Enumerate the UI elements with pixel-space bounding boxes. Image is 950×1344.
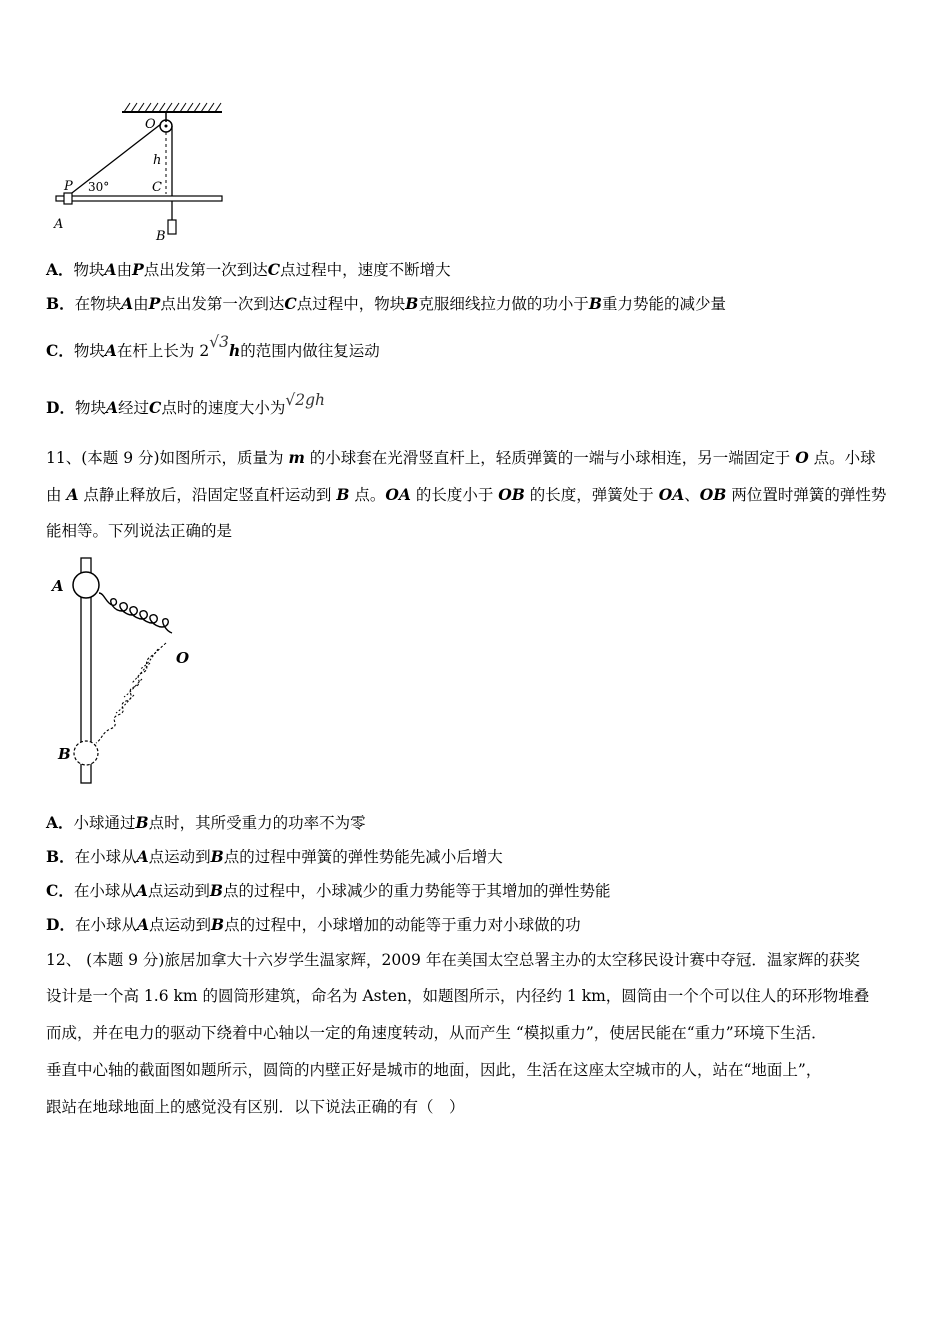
- q10-option-b: B．在物块A由P点出发第一次到达C点过程中，物块B克服细线拉力做的功小于B重力势能的减少量: [46, 294, 726, 313]
- q11-option-b: B．在小球从A点运动到B点的过程中弹簧的弹性势能先减小后增大: [46, 847, 503, 866]
- q12-stem-line-2: 设计是一个高 1.6 km 的圆筒形建筑，命名为 Asten，如题图所示，内径约 1 km，圆筒由一个个可以住人的环形物堆叠: [46, 987, 870, 1005]
- ball-a: [73, 572, 99, 598]
- sqrt-3: √3: [209, 333, 229, 351]
- q12-stem-line-3: 而成，并在电力的驱动下绕着中心轴以一定的角速度转动，从而产生 “模拟重力”，使居民能在“重力”环境下生活．: [46, 1024, 827, 1042]
- q11-stem-line-3: 能相等。下列说法正确的是: [46, 522, 233, 540]
- q11-option-a: A．小球通过B点时，其所受重力的功率不为零: [46, 813, 366, 832]
- pulley-diagram: [46, 98, 236, 243]
- label-b: B: [156, 229, 166, 243]
- sqrt-2gh: √2gh: [285, 391, 326, 409]
- q12-stem-line-4: 垂直中心轴的截面图如题所示，圆筒的内壁正好是城市的地面，因此，生活在这座太空城市的人，站在“地面上”，: [46, 1061, 822, 1079]
- label-o: O: [145, 117, 156, 132]
- q11-stem-line-1: 11、(本题 9 分)如图所示，质量为 m 的小球套在光滑竖直杆上，轻质弹簧的一端与小球相连，另一端固定于 O 点。小球: [46, 448, 876, 467]
- ball-b: [74, 741, 98, 765]
- label-b: B: [58, 745, 71, 763]
- q11-option-c: C．在小球从A点运动到B点的过程中，小球减少的重力势能等于其增加的弹性势能: [46, 881, 611, 900]
- q12-stem-line-1: 12、 (本题 9 分)旅居加拿大十六岁学生温家辉，2009 年在美国太空总署主办的太空移民设计赛中夺冠．温家辉的获奖: [46, 951, 860, 969]
- label-h: h: [153, 153, 162, 168]
- q11-option-d: D．在小球从A点运动到B点的过程中，小球增加的动能等于重力对小球做的功: [46, 915, 581, 934]
- label-c: C: [152, 180, 162, 195]
- block-b: [168, 220, 176, 234]
- label-p: P: [64, 179, 73, 194]
- q10-option-c: C．物块A在杆上长为 2√3h的范围内做往复运动: [46, 333, 380, 360]
- q12-stem-line-5: 跟站在地球地面上的感觉没有区别．以下说法正确的有（ ）: [46, 1098, 465, 1116]
- block-a: [64, 193, 72, 204]
- q10-option-d: D．物块A经过C点时的速度大小为√2gh: [46, 391, 326, 417]
- horizontal-rod: [56, 196, 222, 201]
- label-a: A: [54, 217, 64, 232]
- spring-ob: [96, 643, 166, 743]
- label-o: O: [176, 649, 190, 667]
- spring-oa: [99, 593, 172, 633]
- spring-rod-diagram: [46, 553, 196, 788]
- label-a: A: [52, 577, 64, 595]
- q11-stem-line-2: 由 A 点静止释放后，沿固定竖直杆运动到 B 点。OA 的长度小于 OB 的长度，弹簧处于 OA、OB 两位置时弹簧的弹性势: [46, 485, 887, 504]
- q10-option-a: A．物块A由P点出发第一次到达C点过程中，速度不断增大: [46, 260, 451, 279]
- label-angle: 30°: [88, 180, 110, 194]
